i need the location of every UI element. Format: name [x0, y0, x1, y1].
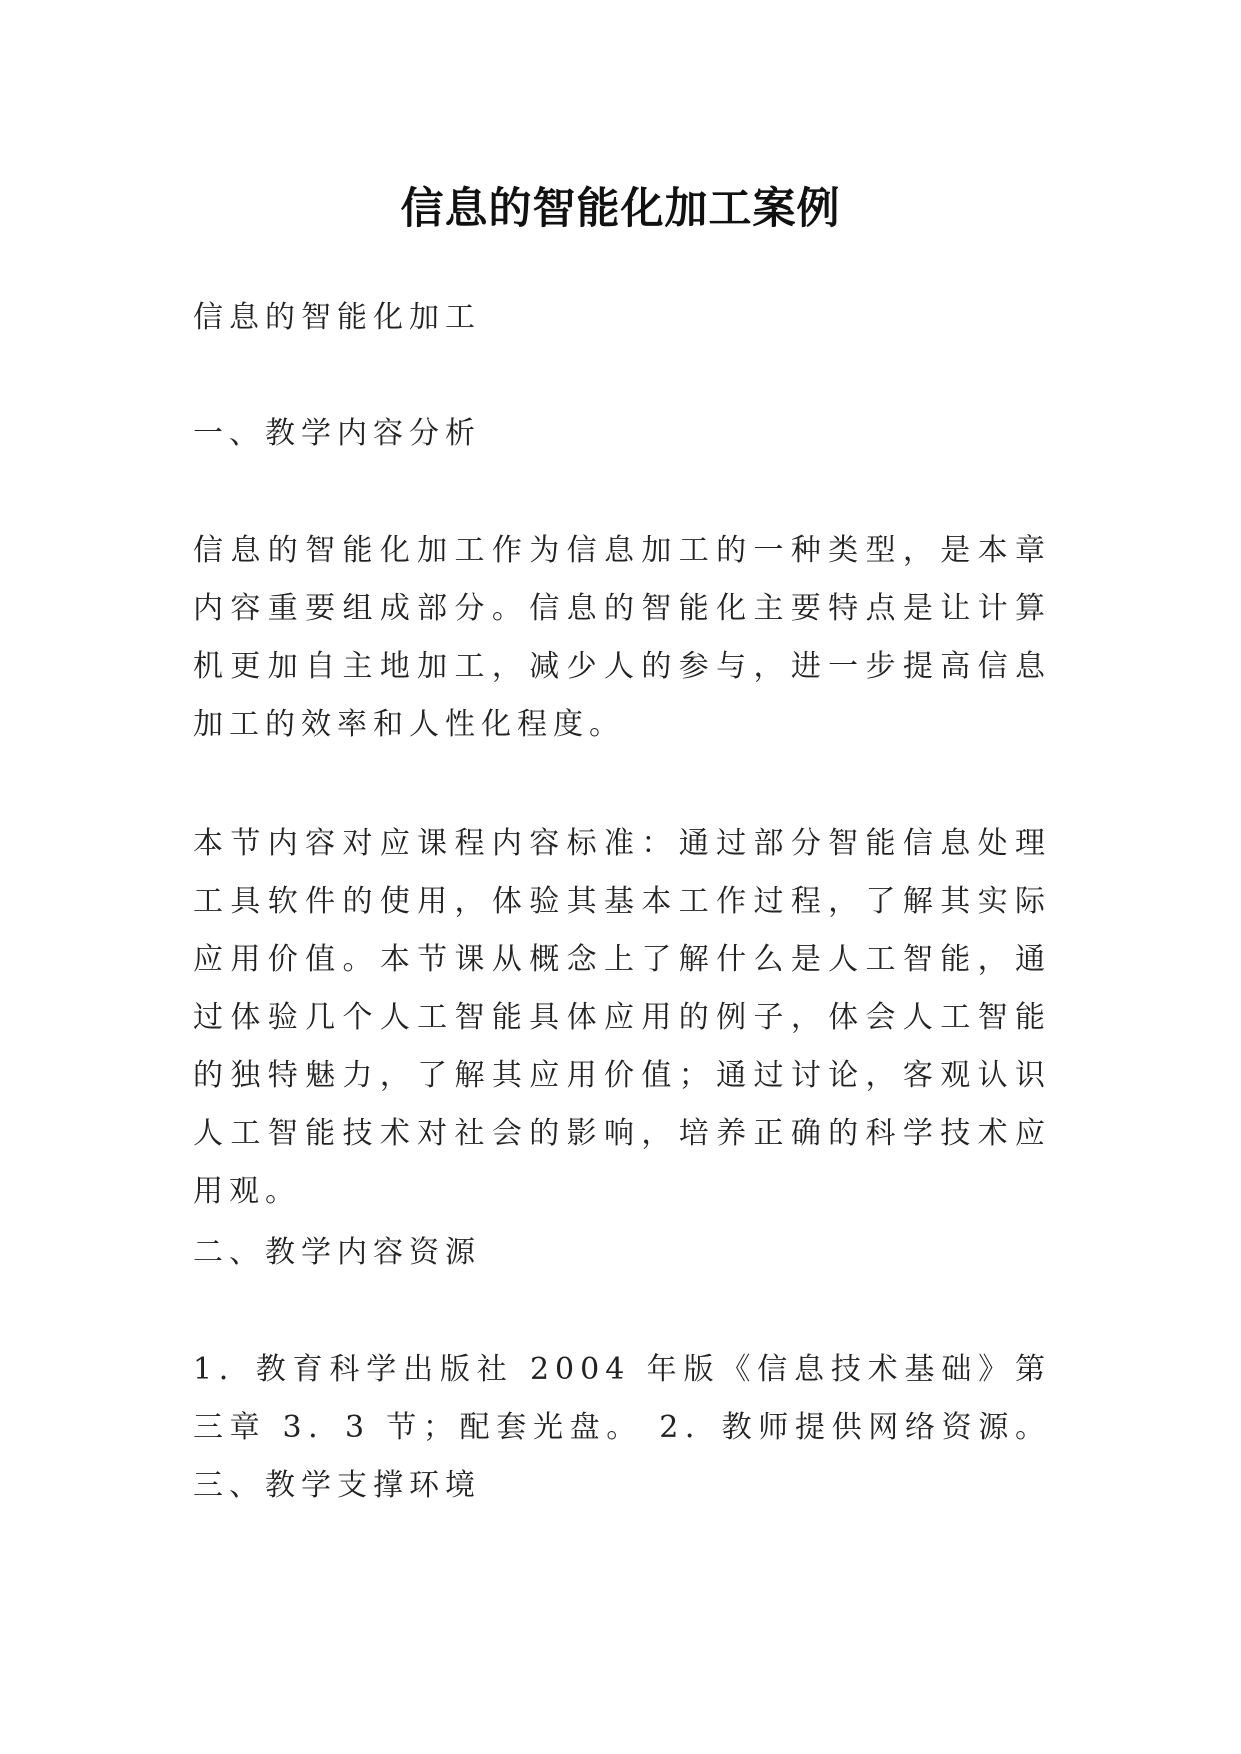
paragraph-curriculum-standard: 本节内容对应课程内容标准：通过部分智能信息处理工具软件的使用，体验其基本工作过程，了解其实际应用价值。本节课从概念上了解什么是人工智能，通过体验几个人工智能具体应用的例子，体会人工智能的独特魅力，了解其应用价值；通过讨论，客观认识人工智能技术对社会的影响，培养正确的科学技术应用观。: [193, 826, 1051, 1209]
section-heading-content-analysis: 一、教学内容分析: [193, 416, 481, 451]
section-subtitle: 信息的智能化加工: [193, 300, 481, 335]
paragraph-resources: 1．教育科学出版社 2004 年版《信息技术基础》第三章 3．3 节；配套光盘。 2．教师提供网络资源。 三、教学支撑环境: [193, 1352, 1051, 1503]
section-heading-content-resources: 二、教学内容资源: [193, 1235, 481, 1270]
paragraph-content-analysis: 信息的智能化加工作为信息加工的一种类型，是本章内容重要组成部分。信息的智能化主要特点是让计算机更加自主地加工，减少人的参与，进一步提高信息加工的效率和人性化程度。: [193, 533, 1051, 742]
document-title: 信息的智能化加工案例: [400, 183, 841, 234]
